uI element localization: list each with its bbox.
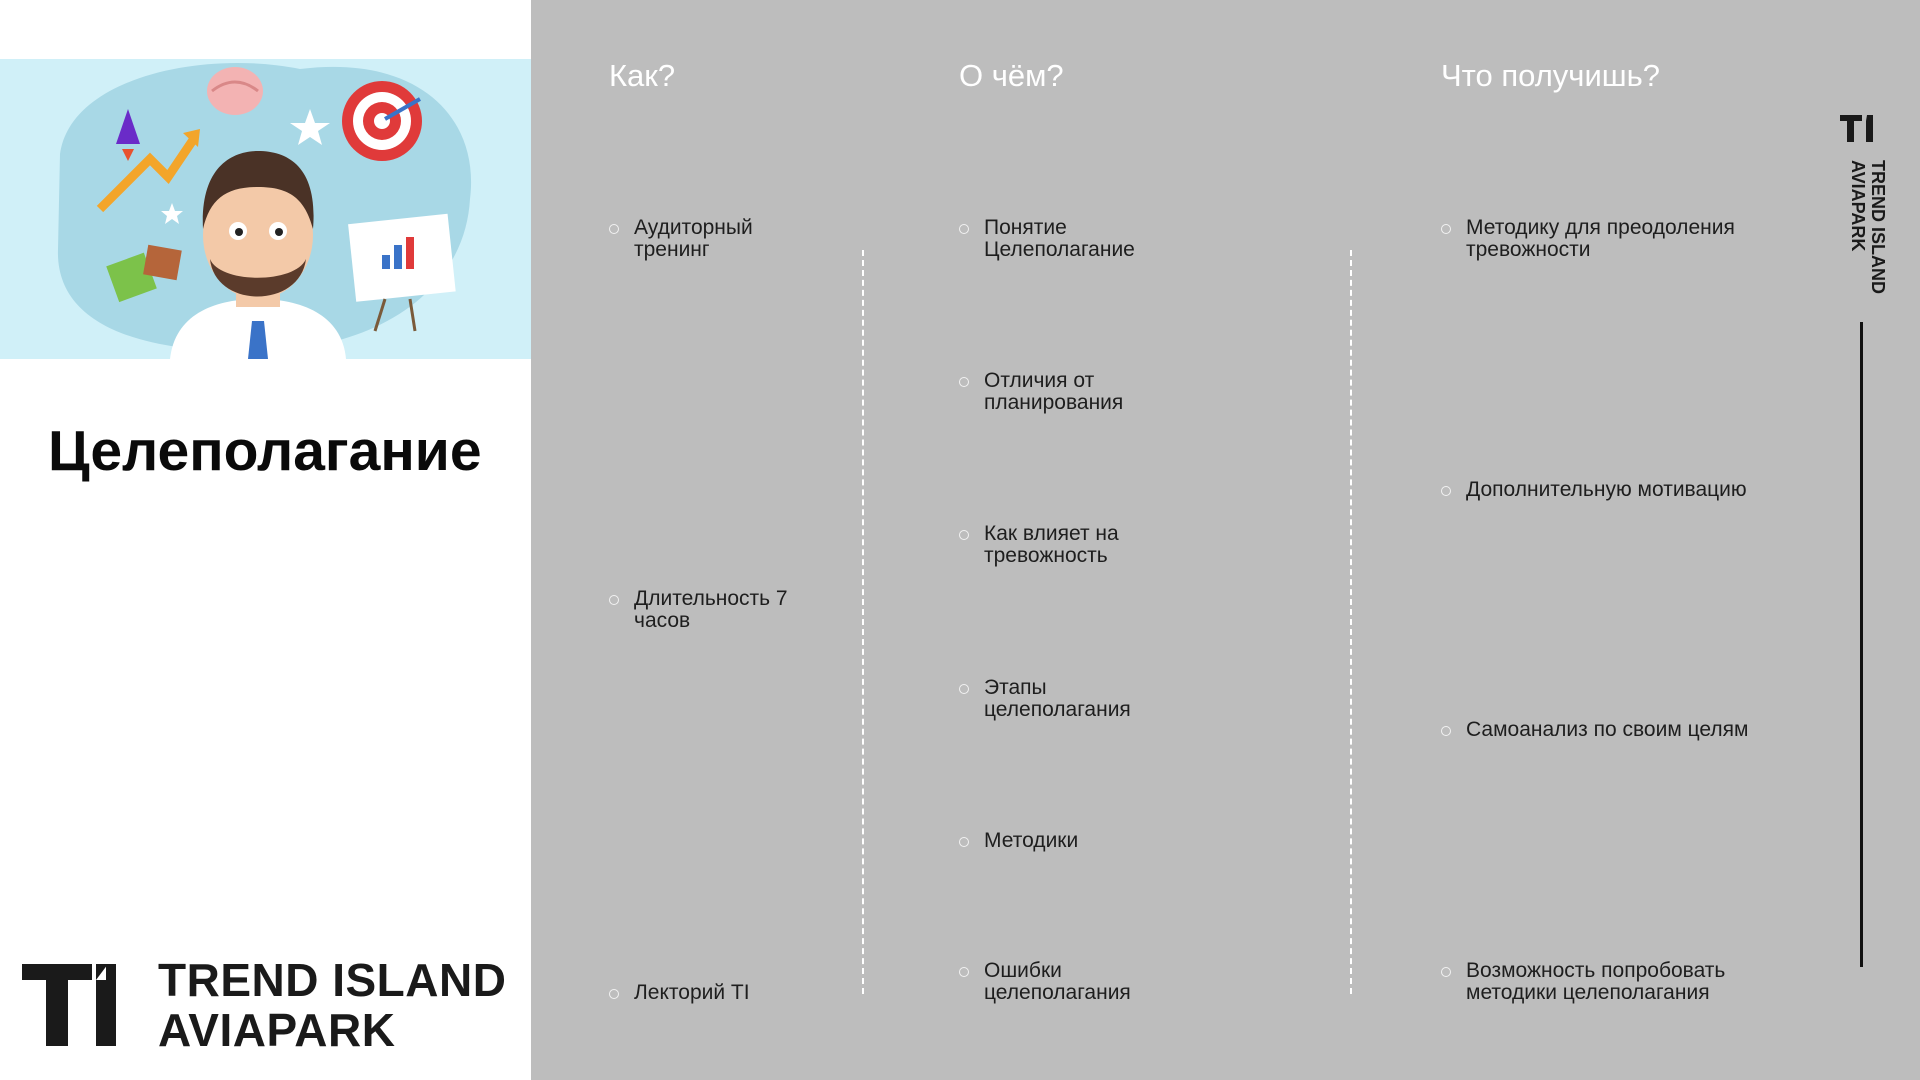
bullet-icon <box>1441 726 1451 736</box>
column-divider <box>862 250 864 994</box>
bullet-icon <box>1441 224 1451 234</box>
brand-line-1: TREND ISLAND <box>158 954 507 1006</box>
column-divider <box>1350 250 1352 994</box>
side-brand <box>1848 160 1888 294</box>
bullet-icon <box>609 989 619 999</box>
list-item: Возможность попробовать методики целеполагания <box>1441 960 1725 1004</box>
businessman-illustration <box>0 59 532 359</box>
left-panel <box>0 0 531 1080</box>
bullet-icon <box>959 837 969 847</box>
list-item: Методику для преодоления тревожности <box>1441 217 1735 261</box>
content-panel <box>531 0 1920 1080</box>
bullet-icon <box>1441 486 1451 496</box>
bullet-icon <box>959 224 969 234</box>
list-item: Отличия от планирования <box>959 370 1123 414</box>
side-vertical-line <box>1860 322 1863 967</box>
list-item: Методики <box>959 830 1078 852</box>
bullet-icon <box>609 224 619 234</box>
brain-icon <box>207 67 263 115</box>
list-item: Ошибки целеполагания <box>959 960 1131 1004</box>
bullet-icon <box>609 595 619 605</box>
bullet-icon <box>959 377 969 387</box>
bullet-icon <box>959 967 969 977</box>
side-brand-line-1: TREND ISLAND <box>1868 160 1888 294</box>
column-heading-about: О чём? <box>959 58 1064 93</box>
brand-line-2: AVIAPARK <box>158 1004 396 1056</box>
list-item: Понятие Целеполагание <box>959 217 1135 261</box>
list-item: Дополнительную мотивацию <box>1441 479 1747 501</box>
ti-logo-icon <box>22 962 132 1054</box>
side-brand-line-2: AVIAPARK <box>1848 160 1868 252</box>
bullet-icon <box>959 530 969 540</box>
ti-side-logo-icon <box>1840 114 1876 144</box>
list-item: Лекторий TI <box>609 982 750 1004</box>
brand-name <box>158 955 506 1055</box>
list-item: Этапы целеполагания <box>959 677 1131 721</box>
page-title: Целеполагание <box>48 419 482 483</box>
column-heading-result: Что получишь? <box>1441 58 1661 93</box>
column-heading-how: Как? <box>609 58 676 93</box>
bullet-icon <box>959 684 969 694</box>
bullet-icon <box>1441 967 1451 977</box>
list-item: Длительность 7 часов <box>609 588 788 632</box>
hero-illustration <box>0 59 532 359</box>
list-item: Как влияет на тревожность <box>959 523 1119 567</box>
target-icon <box>342 81 422 161</box>
list-item: Аудиторный тренинг <box>609 217 753 261</box>
list-item: Самоанализ по своим целям <box>1441 719 1748 741</box>
